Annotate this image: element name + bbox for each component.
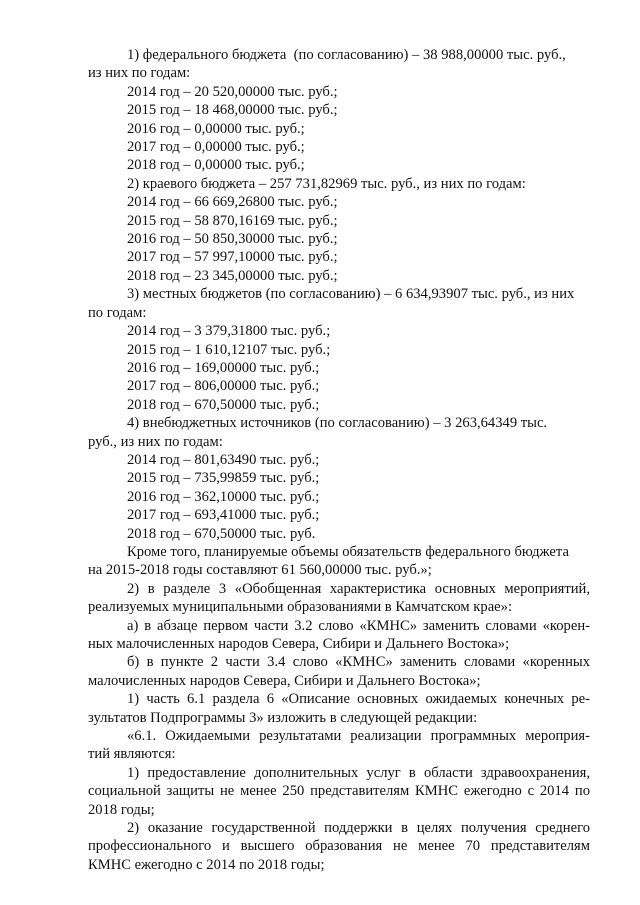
- text-line: 2014 год – 801,63490 тыс. руб.;: [127, 451, 320, 468]
- text-line: ных малочисленных народов Севера, Сибири и Дальнего Востока»;: [88, 636, 510, 652]
- text-line: 1) федерального бюджета (по согласованию) – 38 988,00000 тыс. руб.,: [127, 47, 566, 63]
- text-line: социальной защиты не менее 250 представителям КМНС ежегодно с 2014 по: [88, 783, 590, 800]
- text-line: 2014 год – 3 379,31800 тыс. руб.;: [127, 323, 331, 340]
- text-line: 2016 год – 169,00000 тыс. руб.;: [127, 359, 320, 376]
- text-line: а) в абзаце первом части 3.2 слово «КМНС» заменить словами «корен-: [127, 617, 590, 634]
- text-line: 2014 год – 20 520,00000 тыс. руб.;: [127, 83, 338, 100]
- text-line: профессионального и высшего образования не менее 70 представителям: [88, 838, 590, 855]
- text-line: 2015 год – 735,99859 тыс. руб.;: [127, 470, 320, 487]
- text-line: 2015 год – 1 610,12107 тыс. руб.;: [127, 341, 331, 358]
- text-line: 2017 год – 57 997,10000 тыс. руб.;: [127, 249, 338, 266]
- text-line: 2017 год – 806,00000 тыс. руб.;: [127, 378, 320, 395]
- text-line: зультатов Подпрограммы 3» изложить в следующей редакции:: [88, 709, 478, 726]
- text-line: 1) предоставление дополнительных услуг в области здравоохранения,: [127, 764, 590, 781]
- text-line: 4) внебюджетных источников (по согласованию) – 3 263,64349 тыс.: [127, 415, 548, 432]
- text-line: б) в пункте 2 части 3.4 слово «КМНС» заменить словами «коренных: [127, 654, 590, 671]
- text-line: руб., из них по годам:: [88, 433, 223, 450]
- text-line: 2015 год – 18 468,00000 тыс. руб.;: [127, 102, 338, 119]
- text-line: 2014 год – 66 669,26800 тыс. руб.;: [127, 194, 338, 211]
- text-line: 2) оказание государственной поддержки в целях получения среднего: [127, 820, 590, 837]
- text-line: 2016 год – 50 850,30000 тыс. руб.;: [127, 231, 338, 248]
- text-line: малочисленных народов Севера, Сибири и Дальнего Востока»;: [88, 672, 481, 689]
- text-line: 2018 год – 0,00000 тыс. руб.;: [127, 157, 305, 174]
- text-line: «6.1. Ожидаемыми результатами реализации программных мероприя-: [127, 728, 590, 745]
- text-line: 2016 год – 362,10000 тыс. руб.;: [127, 488, 320, 505]
- text-line: реализуемых муниципальными образованиями в Камчатском крае»:: [88, 599, 512, 616]
- text-line: на 2015-2018 годы составляют 61 560,00000 тыс. руб.»;: [88, 562, 432, 579]
- text-line: 2) в разделе 3 «Обобщенная характеристика основных мероприятий,: [127, 580, 590, 597]
- text-line: из них по годам:: [88, 65, 191, 82]
- text-line: Кроме того, планируемые объемы обязательств федерального бюджета: [127, 543, 569, 560]
- text-line: 2017 год – 693,41000 тыс. руб.;: [127, 507, 320, 524]
- text-line: тий являются:: [88, 746, 176, 763]
- text-line: 2016 год – 0,00000 тыс. руб.;: [127, 120, 305, 137]
- text-line: 1) часть 6.1 раздела 6 «Описание основных ожидаемых конечных ре-: [127, 691, 590, 708]
- text-line: 2) краевого бюджета – 257 731,82969 тыс. руб., из них по годам:: [127, 175, 526, 192]
- text-line: 3) местных бюджетов (по согласованию) – 6 634,93907 тыс. руб., из них: [127, 286, 575, 303]
- text-line: 2015 год – 58 870,16169 тыс. руб.;: [127, 212, 338, 229]
- text-line: КМНС ежегодно с 2014 по 2018 годы;: [88, 856, 325, 873]
- text-line: 2018 год – 670,50000 тыс. руб.;: [127, 396, 320, 413]
- text-line: 2017 год – 0,00000 тыс. руб.;: [127, 139, 305, 156]
- text-line: 2018 годы;: [88, 801, 155, 818]
- text-line: 2018 год – 23 345,00000 тыс. руб.;: [127, 267, 338, 284]
- text-line: 2018 год – 670,50000 тыс. руб.: [127, 525, 316, 542]
- text-line: по годам:: [88, 304, 147, 321]
